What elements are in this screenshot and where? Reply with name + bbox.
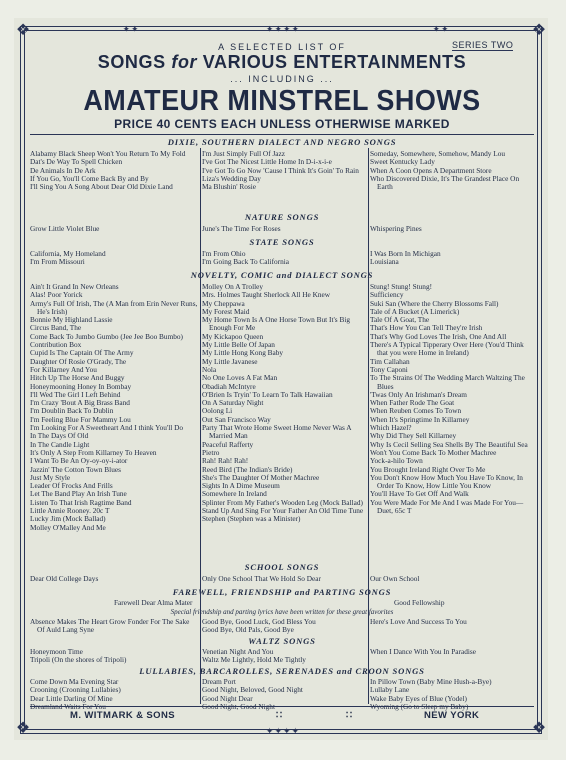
song-title: Cupid Is The Captain Of The Army bbox=[30, 348, 134, 358]
song-title: Molley On A Trolley bbox=[202, 282, 264, 291]
song-title: Good Night, Good Night bbox=[202, 701, 275, 711]
song-title: Party That Wrote Home Sweet Home Never Was A Married Man bbox=[202, 423, 352, 441]
song-title: California, My Homeland bbox=[30, 249, 106, 258]
song-title: That's How You Can Tell They're Irish bbox=[370, 323, 483, 333]
song-title: Only One School That We Hold So Dear bbox=[202, 574, 321, 583]
section-title-lullabies: LULLABIES, BARCAROLLES, SERENADES and CROON SONGS bbox=[139, 666, 425, 676]
song-title: Our Own School bbox=[370, 574, 420, 583]
song-title: You'll Have To Get Off And Walk bbox=[370, 489, 469, 499]
song-title: Molley O'Malley And Me bbox=[30, 522, 106, 532]
song-title: Whispering Pines bbox=[370, 224, 422, 233]
song-title: I'm Feeling Blue For Mammy Lou bbox=[30, 414, 131, 424]
song-title: Listen To That Irish Ragtime Band bbox=[30, 497, 132, 507]
song-title: When It's Springtime In Killarney bbox=[370, 414, 470, 424]
song-title: Out San Francisco Way bbox=[202, 414, 271, 424]
song-title: June's The Time For Roses bbox=[202, 224, 281, 233]
song-title: Dear Old College Days bbox=[30, 574, 99, 583]
song-title: Dear Little Darling Of Mine bbox=[30, 693, 113, 703]
song-title: There's A Typical Tipperary Over Here (You'd Think that you were Home in Ireland) bbox=[370, 340, 524, 358]
corner-ornament-icon: ❖ bbox=[531, 720, 547, 737]
song-title: Contribution Box bbox=[30, 340, 82, 350]
top-ornament-icon: ✦✦✦✦ bbox=[265, 24, 301, 34]
song-title: Dreamland Waits For You bbox=[30, 701, 106, 711]
song-title: Why Did They Sell Killarney bbox=[370, 431, 457, 441]
song-title: Circus Band, The bbox=[30, 323, 82, 333]
song-title: Someday, Somewhere, Somehow, Mandy Lou bbox=[370, 149, 506, 158]
section-title-state: STATE SONGS bbox=[249, 237, 315, 247]
song-title: Dream Port bbox=[202, 677, 236, 686]
song-title: Mrs. Holmes Taught Sherlock All He Knew bbox=[202, 290, 331, 300]
song-title: Grow Little Violet Blue bbox=[30, 224, 100, 233]
song-title: No One Loves A Fat Man bbox=[202, 373, 278, 383]
song-title: That's Why God Loves The Irish, One And All bbox=[370, 331, 507, 341]
song-title: Tale Of A Goat, The bbox=[370, 315, 430, 325]
section-title-novelty: NOVELTY, COMIC and DIALECT SONGS bbox=[190, 270, 374, 280]
song-title: Louisiana bbox=[370, 257, 399, 267]
song-title: Honeymooning Honey In Bombay bbox=[30, 381, 132, 391]
page-title: AMATEUR MINSTREL SHOWS bbox=[83, 85, 481, 117]
corner-ornament-icon: ❖ bbox=[531, 22, 547, 39]
song-title: If You Go, You'll Come Back By and By bbox=[30, 173, 149, 183]
corner-ornament-icon: ❖ bbox=[15, 720, 31, 737]
left-ornament-icon: ✦✦ bbox=[122, 24, 140, 34]
section-title-dixie: DIXIE, SOUTHERN DIALECT AND NEGRO SONGS bbox=[167, 137, 397, 147]
song-title: I'll Sing You A Song About Dear Old Dixie Land bbox=[30, 182, 173, 192]
song-title: Suki San (Where the Cherry Blossoms Fall) bbox=[370, 298, 499, 308]
song-title: Wake Baby Eyes of Blue (Yodel) bbox=[370, 693, 467, 703]
song-title: Oolong Li bbox=[202, 406, 233, 416]
song-title: Alas! Poor Yorick bbox=[30, 290, 83, 300]
including-label: ... INCLUDING ... bbox=[230, 74, 334, 84]
footer-dots-icon: ∷ bbox=[346, 710, 353, 721]
song-title: Good Bye, Old Pals, Good Bye bbox=[202, 625, 294, 635]
song-title: When I Dance With You In Paradise bbox=[370, 647, 476, 656]
song-title: Which Hazel? bbox=[370, 423, 412, 433]
song-title: Reed Bird (The Indian's Bride) bbox=[202, 464, 293, 474]
song-title: Ain't It Grand In New Orleans bbox=[30, 282, 119, 291]
state-col2 bbox=[202, 250, 366, 267]
song-title: I'm Looking For A Sweetheart And I think You'll Do bbox=[30, 423, 184, 433]
song-title: I Was Born In Michigan bbox=[370, 249, 441, 258]
song-title: My Forest Maid bbox=[202, 306, 250, 316]
nature-col3 bbox=[370, 225, 534, 233]
song-title: Here's Love And Success To You bbox=[370, 617, 467, 626]
song-title: Leader Of Frocks And Frills bbox=[30, 481, 113, 491]
song-title: It's Only A Step From Killarney To Heaven bbox=[30, 447, 157, 457]
song-title: I'm Doublin Back To Dublin bbox=[30, 406, 114, 416]
publisher-city: NEW YORK bbox=[424, 710, 480, 721]
song-title: Obadiah McIntyre bbox=[202, 381, 256, 391]
song-title: Good Night, Beloved, Good Night bbox=[202, 685, 303, 695]
song-title: I'm Going Back To California bbox=[202, 257, 289, 267]
selected-list-heading: A SELECTED LIST OF bbox=[218, 42, 346, 52]
song-title: My Cheppawa bbox=[202, 298, 245, 308]
song-title: Alabamy Black Sheep Won't You Return To My Fold bbox=[30, 149, 186, 158]
song-title: I'm From Missouri bbox=[30, 257, 85, 267]
song-title: Just My Style bbox=[30, 472, 71, 482]
song-title: When Reuben Comes To Town bbox=[370, 406, 462, 416]
song-title: Why Is Cecil Selling Sea Shells By The Beautiful Sea bbox=[370, 439, 528, 449]
song-title: My Home Town Is A One Horse Town But It's Big Enough For Me bbox=[202, 315, 350, 333]
song-title: Tripoli (On the shores of Tripoli) bbox=[30, 655, 127, 665]
song-title: Wyoming (Go to Sleep my Baby) bbox=[370, 701, 469, 711]
divider bbox=[30, 134, 534, 135]
song-title: Come Down Ma Evening Star bbox=[30, 677, 119, 686]
song-title: Absence Makes The Heart Grow Fonder For The Sake Of Auld Lang Syne bbox=[30, 617, 190, 635]
song-title: Waltz Me Lightly, Hold Me Tightly bbox=[202, 655, 306, 665]
series-label: SERIES TWO bbox=[452, 40, 514, 50]
song-title: To The Strains Of The Wedding March Waltzing The Blues bbox=[370, 373, 525, 391]
song-title: Who Discovered Dixie, It's The Grandest Place On Earth bbox=[370, 173, 520, 192]
state-col1 bbox=[30, 250, 198, 267]
song-title: You Brought Ireland Right Over To Me bbox=[370, 464, 486, 474]
section-title-farewell: FAREWELL, FRIENDSHIP and PARTING SONGS bbox=[172, 587, 392, 597]
farewell-col1 bbox=[30, 618, 198, 635]
farewell-note: Special friendship and parting lyrics have been written for these great favorites bbox=[170, 608, 394, 616]
song-title: My Little Javanese bbox=[202, 356, 258, 366]
song-title: Yock-a-hilo Town bbox=[370, 456, 423, 466]
song-title: Tim Callahan bbox=[370, 356, 410, 366]
song-title: Liza's Wedding Day bbox=[202, 173, 261, 183]
song-title: Stung! Stung! Stung! bbox=[370, 282, 433, 291]
footer-dots-icon: ∷ bbox=[276, 710, 283, 721]
song-title: Daughter Of Rosie O'Grady, The bbox=[30, 356, 127, 366]
publisher-name: M. WITMARK & SONS bbox=[70, 710, 175, 721]
waltz-col3 bbox=[370, 648, 534, 656]
song-title: On A Saturday Night bbox=[202, 398, 264, 408]
song-title: Won't You Come Back To Mother Machree bbox=[370, 447, 497, 457]
song-title: Venetian Night And You bbox=[202, 647, 274, 656]
song-title: In The Candle Light bbox=[30, 439, 90, 449]
song-title: In Pillow Town (Baby Mine Hush-a-Bye) bbox=[370, 677, 492, 686]
school-col1 bbox=[30, 575, 198, 583]
song-title: Stephen (Stephen was a Minister) bbox=[202, 514, 301, 524]
song-title: De Animals In De Ark bbox=[30, 165, 96, 175]
corner-ornament-icon: ❖ bbox=[15, 22, 31, 39]
song-title: I'm From Ohio bbox=[202, 249, 246, 258]
song-title: Sufficiency bbox=[370, 290, 404, 300]
song-title: Stand Up And Sing For Your Father An Old Time Tune bbox=[202, 506, 364, 516]
song-title: When A Coon Opens A Department Store bbox=[370, 165, 492, 175]
song-title: Nola bbox=[202, 364, 217, 374]
section-title-waltz: WALTZ SONGS bbox=[248, 636, 316, 646]
song-title: Army's Full Of Irish, The (A Man from Erin Never Runs, He's Irish) bbox=[30, 298, 198, 316]
state-col3 bbox=[370, 250, 534, 267]
section-title-school: SCHOOL SONGS bbox=[244, 562, 320, 572]
song-title: You Were Made For Me And I was Made For You—Duet, 65c T bbox=[370, 497, 524, 516]
farewell-col2 bbox=[202, 618, 366, 635]
section-title-nature: NATURE SONGS bbox=[244, 212, 320, 222]
song-title: She's The Daughter Of Mother Machree bbox=[202, 472, 320, 482]
bottom-ornament-icon: ✦✦✦✦ bbox=[265, 726, 301, 736]
song-title: Jazzin' The Cotton Town Blues bbox=[30, 464, 121, 474]
song-title: Splinter From My Father's Wooden Leg (Mock Ballad) bbox=[202, 497, 363, 507]
column-rule bbox=[200, 148, 201, 704]
song-title: Ma Blushin' Rosie bbox=[202, 182, 257, 192]
song-title: I'm Just Simply Full Of Jazz bbox=[202, 149, 285, 158]
song-title: 'Twas Only An Irishman's Dream bbox=[370, 389, 467, 399]
song-title: In The Days Of Old bbox=[30, 431, 89, 441]
waltz-col2 bbox=[202, 648, 366, 665]
song-title: My Little Belle Of Japan bbox=[202, 340, 275, 350]
column-rule bbox=[368, 148, 369, 704]
song-title: I've Got To Go Now 'Cause I Think It's Goin' To Rain bbox=[202, 165, 359, 175]
song-title: Sweet Kentucky Lady bbox=[370, 157, 435, 167]
song-title: I'm Crazy 'Bout A Big Brass Band bbox=[30, 398, 130, 408]
song-title: Dat's De Way To Spell Chicken bbox=[30, 157, 123, 167]
song-title: Little Annie Rooney. 20c T bbox=[30, 506, 110, 516]
song-title: For Killarney And You bbox=[30, 364, 97, 374]
dixie-col3 bbox=[370, 150, 534, 191]
song-title: When Father Rode The Goat bbox=[370, 398, 455, 408]
song-title: You Don't Know How Much You Have To Know, In Order To Know, How Little You Know bbox=[370, 472, 523, 491]
dixie-col2 bbox=[202, 150, 366, 191]
waltz-col1 bbox=[30, 648, 198, 665]
farewell-col3 bbox=[370, 618, 534, 626]
song-title: Let The Band Play An Irish Tune bbox=[30, 489, 127, 499]
song-title: My Little Hong Kong Baby bbox=[202, 348, 284, 358]
nature-col2 bbox=[202, 225, 366, 233]
song-title: Peaceful Rafferty bbox=[202, 439, 254, 449]
school-col2 bbox=[202, 575, 366, 583]
song-title: Lucky Jim (Mock Ballad) bbox=[30, 514, 106, 524]
school-col3 bbox=[370, 575, 534, 583]
songs-heading: SONGS for VARIOUS ENTERTAINMENTS bbox=[97, 52, 467, 72]
song-title: My Kickapoo Queen bbox=[202, 331, 264, 341]
song-title: O'Brien Is Tryin' To Learn To Talk Hawaiian bbox=[202, 389, 333, 399]
price-line: PRICE 40 CENTS EACH UNLESS OTHERWISE MARKED bbox=[114, 117, 450, 131]
song-title: Come Back To Jumbo Gumbo (Jee Jee Boo Bumbo) bbox=[30, 331, 183, 341]
song-title: Honeymoon Time bbox=[30, 647, 83, 656]
song-title: Sights In A Dime Museum bbox=[202, 481, 280, 491]
novelty-col2 bbox=[202, 283, 366, 524]
song-title: Lullaby Lane bbox=[370, 685, 410, 695]
novelty-col3 bbox=[370, 283, 534, 515]
divider bbox=[30, 706, 534, 707]
dixie-col1 bbox=[30, 150, 198, 191]
song-title: Pietro bbox=[202, 447, 220, 457]
song-title: Good Night Dear bbox=[202, 693, 253, 703]
song-title: I've Got The Nicest Little Home In D-i-x-i-e bbox=[202, 157, 332, 167]
nature-col1 bbox=[30, 225, 198, 233]
song-title: Tony Caponi bbox=[370, 364, 408, 374]
song-title: I'll Wed The Girl I Left Behind bbox=[30, 389, 121, 399]
song-title: Rah! Rah! Rah! bbox=[202, 456, 249, 466]
song-title: Crooning (Crooning Lullabies) bbox=[30, 685, 121, 695]
farewell-top-right: Good Fellowship bbox=[394, 598, 445, 607]
song-title: Tale of A Bucket (A Limerick) bbox=[370, 306, 460, 316]
song-title: Bonnie My Highland Lassie bbox=[30, 315, 113, 325]
farewell-top-left: Farewell Dear Alma Mater bbox=[114, 598, 193, 607]
right-ornament-icon: ✦✦ bbox=[432, 24, 450, 34]
song-title: Hitch Up The Horse And Buggy bbox=[30, 373, 125, 383]
song-title: I Want To Be An Oy-oy-oy-i-ator bbox=[30, 456, 128, 466]
song-title: Good Bye, Good Luck, God Bless You bbox=[202, 617, 316, 626]
song-title: Somewhere In Ireland bbox=[202, 489, 267, 499]
novelty-col1 bbox=[30, 283, 198, 532]
